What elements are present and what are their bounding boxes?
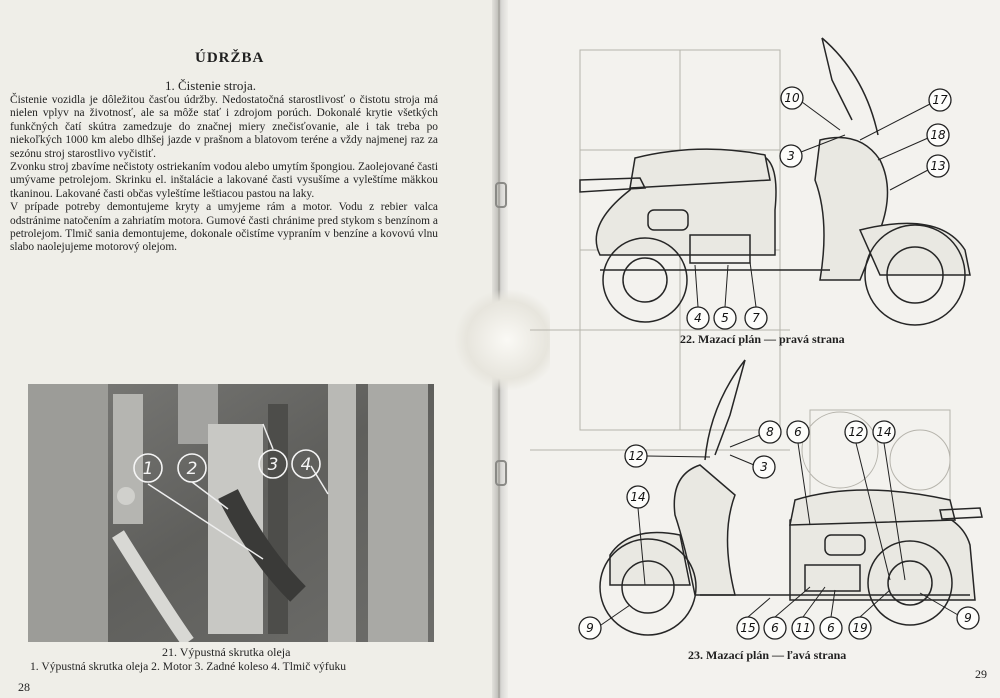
callout-4-text: 4 bbox=[694, 311, 702, 325]
section-heading: 1. Čistenie stroja. bbox=[165, 78, 256, 93]
callout-17-text: 17 bbox=[932, 93, 948, 107]
photo-label-1: 1 bbox=[142, 459, 154, 479]
callout-12-left-text: 12 bbox=[628, 449, 644, 463]
callout-13-text: 13 bbox=[930, 159, 946, 173]
body-text bbox=[10, 94, 438, 255]
photo-label-3: 3 bbox=[267, 455, 279, 475]
staple-bottom bbox=[495, 460, 507, 486]
callout-9-left-text: 9 bbox=[586, 621, 594, 635]
callout-6-a-text: 6 bbox=[771, 621, 779, 635]
callout-9-right-text: 9 bbox=[964, 611, 972, 625]
figure-23-caption: 23. Mazací plán — ľavá strana bbox=[688, 648, 847, 662]
callout-15-text: 15 bbox=[740, 621, 756, 635]
paragraph: Zvonku stroj zbavíme nečistoty ostriekaním vodou alebo umytím špongiou. Zaolejované časti umývame petrolejom. Skrinku el. inštalácie a lakované časti vysušíme a vyleštíme mäkkou tkaninou. Lakované časti občas vyleštíme leštiacou pastou na laky. bbox=[10, 161, 439, 200]
figure-23-diagram bbox=[570, 355, 990, 645]
callout-12-text: 12 bbox=[848, 425, 864, 439]
photo-label-2: 2 bbox=[186, 459, 198, 479]
page-number-right: 29 bbox=[975, 667, 987, 681]
paragraph: Čistenie vozidla je dôležitou časťou údržby. Nedostatočná starostlivosť o čistotu stroja má nielen vplyv na životnosť, ale sa môže stať i zdrojom porúch. Dokonalé krytie všetkých funkčných čatí skútra zamedzuje do značnej miery znečisťovanie, ale i tak treba po niekoľkých 1000 km alebo dlhšej jazde v prašnom a blatovom teréne a vždy najmenej raz za sezónu stroj starostlivo vyčistiť. bbox=[10, 94, 438, 160]
callout-10-text: 10 bbox=[784, 91, 800, 105]
figure-22-caption: 22. Mazací plán — pravá strana bbox=[680, 332, 845, 346]
page-title: ÚDRŽBA bbox=[195, 50, 265, 66]
callout-6-b-text: 6 bbox=[827, 621, 835, 635]
callout-14-text: 14 bbox=[876, 425, 892, 439]
callout-5-text: 5 bbox=[721, 311, 729, 325]
scooter-left-side bbox=[600, 360, 982, 635]
callout-6-text: 6 bbox=[794, 425, 802, 439]
callout-14-left-text: 14 bbox=[630, 490, 646, 504]
figure-21-caption: 21. Výpustná skrutka oleja bbox=[162, 645, 291, 659]
paragraph: V prípade potreby demontujeme kryty a umyjeme rám a motor. Vodu z rebier valca odstránime natočením a zahriatím motora. Gumové časti chránime pred stykom s benzínom a petrolejom. Tlmič sania demontujeme, dokonale očistíme vypraním v benzíne a kovovú vlnu slabo naolejujeme motorový olejom. bbox=[10, 201, 438, 254]
callout-18-text: 18 bbox=[930, 128, 946, 142]
callout-3-text: 3 bbox=[787, 149, 795, 163]
staple-top bbox=[495, 182, 507, 208]
figure-21-photo bbox=[28, 384, 434, 642]
callout-8-text: 8 bbox=[766, 425, 774, 439]
figure-21-legend: 1. Výpustná skrutka oleja 2. Motor 3. Zadné koleso 4. Tlmič výfuku bbox=[30, 660, 347, 673]
page-number-left: 28 bbox=[18, 680, 30, 694]
figure-22-diagram bbox=[560, 30, 980, 330]
photo-label-4: 4 bbox=[300, 455, 312, 475]
callout-7-text: 7 bbox=[752, 311, 760, 325]
callout-19-text: 19 bbox=[852, 621, 868, 635]
callout-3-left-text: 3 bbox=[760, 460, 768, 474]
scooter-right-side bbox=[580, 38, 970, 325]
callout-11-text: 11 bbox=[795, 621, 811, 635]
